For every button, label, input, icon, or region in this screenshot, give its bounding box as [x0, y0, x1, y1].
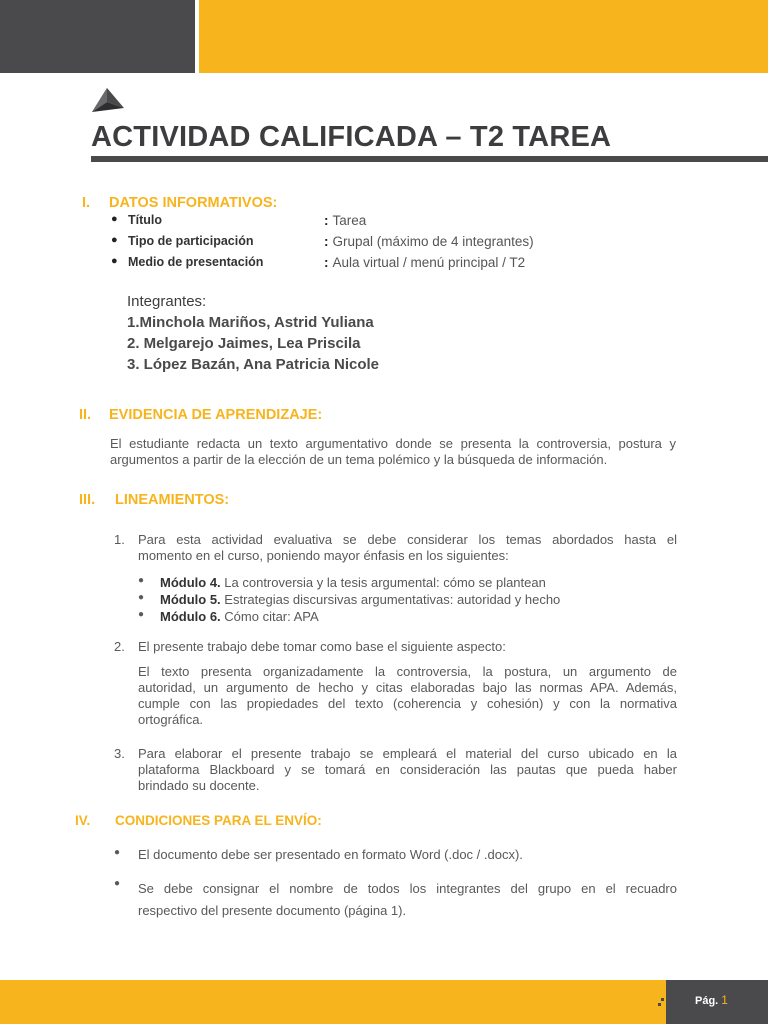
header-dark-band — [0, 0, 195, 73]
bullet-icon: ● — [138, 575, 145, 586]
section-2-title: EVIDENCIA DE APRENDIZAJE: — [109, 407, 323, 423]
section-4-heading — [75, 813, 322, 828]
datos-label: Medio de presentación — [128, 255, 264, 269]
section-4-title: CONDICIONES PARA EL ENVÍO: — [115, 813, 322, 828]
section-4-number: IV. — [75, 813, 91, 828]
datos-value: : Grupal (máximo de 4 integrantes) — [324, 234, 534, 249]
section-3-title: LINEAMIENTOS: — [115, 492, 230, 508]
bullet-icon: ● — [114, 878, 121, 889]
bullet-icon: ● — [114, 847, 121, 858]
footer-deco — [658, 1003, 661, 1006]
datos-value: : Tarea — [324, 213, 367, 228]
footer-band — [0, 980, 768, 1024]
logo-arrow-icon — [90, 86, 126, 114]
document-title: ACTIVIDAD CALIFICADA – T2 TAREA — [91, 121, 612, 153]
lineamiento-2-text: El presente trabajo debe tomar como base el siguiente aspecto: — [138, 639, 506, 654]
section-2-heading — [79, 407, 322, 423]
datos-value: : Aula virtual / menú principal / T2 — [324, 255, 526, 270]
lineamiento-1-text: Para esta actividad evaluativa se debe considerar los temas abordados hasta el momento en el curso, poniendo mayor énfasis en los siguientes: — [138, 532, 677, 563]
bullet-icon: ● — [111, 255, 118, 267]
section-3-heading — [79, 492, 229, 508]
section-3-number: III. — [79, 492, 96, 508]
bullet-icon: ● — [138, 609, 145, 620]
section-1-title: DATOS INFORMATIVOS: — [109, 195, 278, 211]
integrante-item: 1.Minchola Mariños, Astrid Yuliana — [127, 314, 374, 331]
section-1-number: I. — [82, 195, 91, 211]
footer-deco — [661, 998, 664, 1001]
section-2-number: II. — [79, 407, 92, 423]
section-1-heading — [82, 195, 277, 211]
bullet-icon: ● — [138, 592, 145, 603]
integrantes-label: Integrantes: — [127, 293, 207, 310]
header-yellow-band — [199, 0, 768, 73]
bullet-icon: ● — [111, 234, 118, 246]
lineamiento-2-detail: El texto presenta organizadamente la controversia, la postura, un argumento de autoridad, un argumento de hecho y citas elaboradas bajo las normas APA. Además, cumple con las propiedades del texto (coherencia y cohesión) y con la normativa ortográfica. — [138, 664, 677, 727]
bullet-icon: ● — [111, 213, 118, 225]
evidencia-paragraph: El estudiante redacta un texto argumentativo donde se presenta la controversia, postura y argumentos a partir de la elección de un tema polémico y la búsqueda de información. — [110, 436, 676, 467]
lineamiento-3-text: Para elaborar el presente trabajo se empleará el material del curso ubicado en la plataforma Blackboard y se tomará en consideración las pautas que pueda haber brindado su docente. — [138, 746, 677, 793]
datos-label: Título — [128, 213, 163, 227]
datos-label: Tipo de participación — [128, 234, 254, 248]
page-number: Pág. 1 — [695, 993, 728, 1007]
integrante-item: 3. López Bazán, Ana Patricia Nicole — [127, 356, 380, 373]
integrante-item: 2. Melgarejo Jaimes, Lea Priscila — [127, 335, 361, 352]
title-underline — [91, 156, 768, 162]
